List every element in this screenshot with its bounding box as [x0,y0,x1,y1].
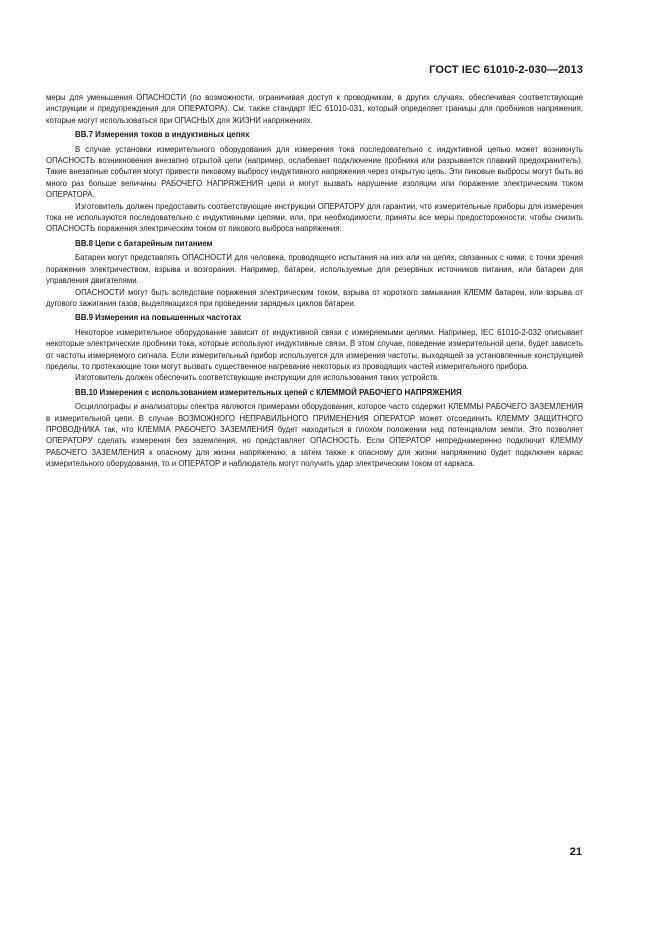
paragraph: Батареи могут представлять ОПАСНОСТИ для человека, проводящего испытания на них или на цепях, связанных с ними, с точки зрения поражения электричеством, взрыва и возгорания. Например, батареи, используемые для резервных источников питания, или батареи для управления двигателями. [46,253,583,286]
section-bb9 [46,312,583,383]
paragraph: Изготовитель должен предоставить соответствующие инструкции ОПЕРАТОРУ для гарантии, что измерительные приборы для измерения тока не используются последовательно с индуктивными цепями, или, при необходимости, приняты все меры предосторожности, чтобы снизить ОПАСНОСТЬ поражения электрическим током от пикового выброса напряжения. [46,201,583,234]
section-title: ВВ.7 Измерения токов в индуктивных цепях [75,130,250,140]
paragraph: ОПАСНОСТИ могут быть вследствие поражения электрическим током, взрыва от короткого замыкания КЛЕММ батареи, или взрыва от дугового зажигания газов, выделяющихся при проведении зарядных циклов батареи. [46,287,583,308]
section-title: ВВ.8 Цепи с батарейным питанием [75,238,213,248]
paragraph: В случае установки измерительного оборудования для измерения тока последовательно с индуктивной цепью может возникнуть ОПАСНОСТЬ возникновения внезапно отрытой цепи (например, ослабевает подключение пробника или разрывается плавкий предохранитель). Такие внезапные события могут привести пиковому выбросу индуктивного напряжения через открытую цепь. Эти пиковые выбросы могут быть во много раз больше величины РАБОЧЕГО НАПРЯЖЕНИЯ цепи и могут вызвать нарушение изоляции или поражение электрическим током ОПЕРАТОРА. [46,144,583,200]
section-title: ВВ.9 Измерения на повышенных частотах [75,313,242,323]
section-bb7 [46,129,583,235]
document-body [46,92,583,470]
intro-paragraph: меры для уменьшения ОПАСНОСТИ (по возможности, ограничивая доступ к проводникам, в других случаях, обеспечивая соответствующие инструкции и предупреждения для ОПЕРАТОРА). См. также стандарт IEC 61010-031, который определяет границы для пробников напряжения, которые могут использоваться при ОПАСНЫХ для ЖИЗНИ напряжениях. [46,93,583,125]
paragraph: Осциллографы и анализаторы спектра являются примерами оборудования, которое часто содержит КЛЕММЫ РАБОЧЕГО ЗАЗЕМЛЕНИЯ в измерительной цепи. В случае ВОЗМОЖНОГО НЕПРАВИЛЬНОГО ПРИМЕНЕНИЯ ОПЕРАТОР может отсоединить КЛЕММУ ЗАЩИТНОГО ПРОВОДНИКА так, что КЛЕММА РАБОЧЕГО ЗАЗЕМЛЕНИЯ будет находиться в плохом положении над потенциалом земли. Это позволяет ОПЕРАТОРУ сделать измерения без заземления, но представляет ОПАСНОСТЬ. Если ОПЕРАТОР непреднамеренно подключит КЛЕММУ РАБОЧЕГО ЗАЗЕМЛЕНИЯ к опасному для жизни напряжению, а затем также к опасному для жизни напряжению будет подключен каркас измерительного оборудования, то и ОПЕРАТОР и наблюдатель могут получить удар электрическим током от каркаса. [46,402,583,469]
section-title: ВВ.10 Измерения с использованием измерительных цепей с КЛЕММОЙ РАБОЧЕГО НАПРЯЖЕНИЯ [75,387,462,397]
page-number: 21 [569,846,582,858]
section-bb8 [46,238,583,309]
document-header: ГОСТ IEC 61010-2-030—2013 [429,64,583,76]
paragraph: Некоторое измерительное оборудование зависит от индуктивной связи с измеряемыми цепями. Например, IEC 61010-2-032 описывает некоторые электрические пробники тока, которые используют индуктивные связи. В этом случае, поведение измерительной цепи, будет зависеть от частоты измеряемого сигнала. Если измерительный прибор используется для измерения частоты, выходящей за установленные конструкцией пределы, то протекающие токи могут вызвать существенное нагревание некоторых из проводящих частей измерительного прибора. [46,327,583,371]
section-bb10 [46,387,583,470]
paragraph: Изготовитель должен обеспечить соответствующие инструкции для использования таких устройств. [75,373,440,383]
